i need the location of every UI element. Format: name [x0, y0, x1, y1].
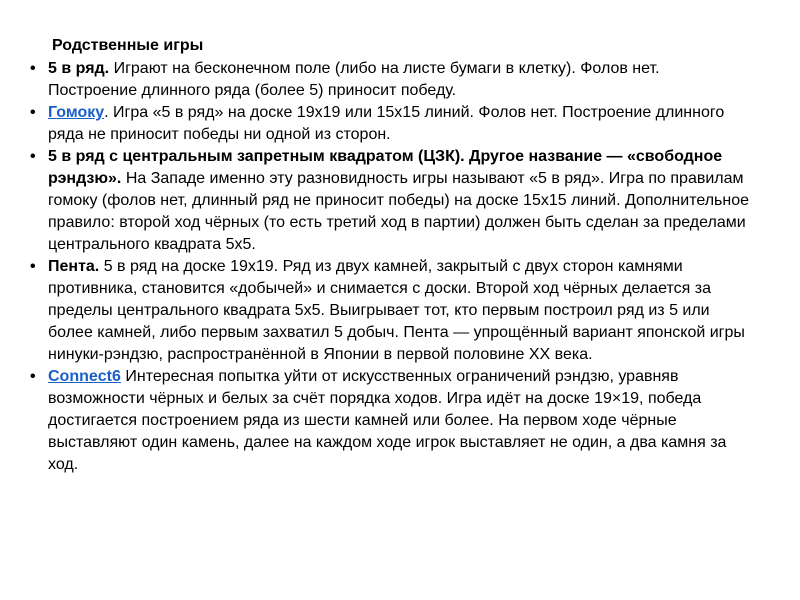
list-item-five-in-row: [30, 58, 750, 102]
item-text: На Западе именно эту разновидность игры называют «5 в ряд». Игра по правилам гомоку (фолов нет, длинный ряд не приносит победы) на доске 15x15 линий. Дополнительное правило: второй ход чёрных (то есть третий ход в партии) должен быть сделан за пределами центрального квадрата 5x5.: [48, 170, 750, 253]
page-title: Родственные игры: [52, 37, 204, 54]
bullet-icon: •: [30, 104, 36, 121]
bullet-icon: •: [30, 368, 36, 385]
connect6-link[interactable]: Connect6: [48, 368, 121, 385]
item-text: Играют на бесконечном поле (либо на листе бумаги в клетку). Фолов нет. Построение длинного ряда (более 5) приносит победу.: [48, 60, 660, 99]
bullet-icon: •: [30, 258, 36, 275]
list-item-penta: [30, 256, 750, 366]
bullet-icon: •: [30, 60, 36, 77]
item-text: Интересная попытка уйти от искусственных ограничений рэндзю, уравняв возможности чёрных и белых за счёт порядка ходов. Игра идёт на доске 19×19, победа достигается построением ряда из шести камней или более. На первом ходе чёрные выставляют один камень, далее на каждом ходе игрок выставляет не один, а два камня за ход.: [48, 368, 727, 473]
slide-content: [30, 34, 750, 476]
gomoku-link[interactable]: Гомоку: [48, 104, 105, 121]
list-item-gomoku: [30, 102, 750, 146]
item-text: . Игра «5 в ряд» на доске 19x19 или 15x15 линий. Фолов нет. Построение длинного ряда не приносит победы ни одной из сторон.: [48, 104, 725, 143]
item-lead: 5 в ряд с центральным запретным квадратом (ЦЗК). Другое название — «свободное рэндзю».: [48, 148, 723, 187]
item-lead: 5 в ряд.: [48, 60, 110, 77]
list-item-czk: [30, 146, 750, 256]
list-item-connect6: [30, 366, 750, 476]
item-lead: Пента.: [48, 258, 100, 275]
item-text: 5 в ряд на доске 19x19. Ряд из двух камней, закрытый с двух сторон камнями противника, становится «добычей» и снимается с доски. Второй ход чёрных делается за пределы центрального квадрата 5x5. Выигрывает тот, кто первым построил ряд из 5 или более камней, либо первым захватил 5 добыч. Пента — упрощённый вариант японской игры нинуки-рэндзю, распространённой в Японии в первой половине XX века.: [48, 258, 745, 363]
bullet-icon: •: [30, 148, 36, 165]
